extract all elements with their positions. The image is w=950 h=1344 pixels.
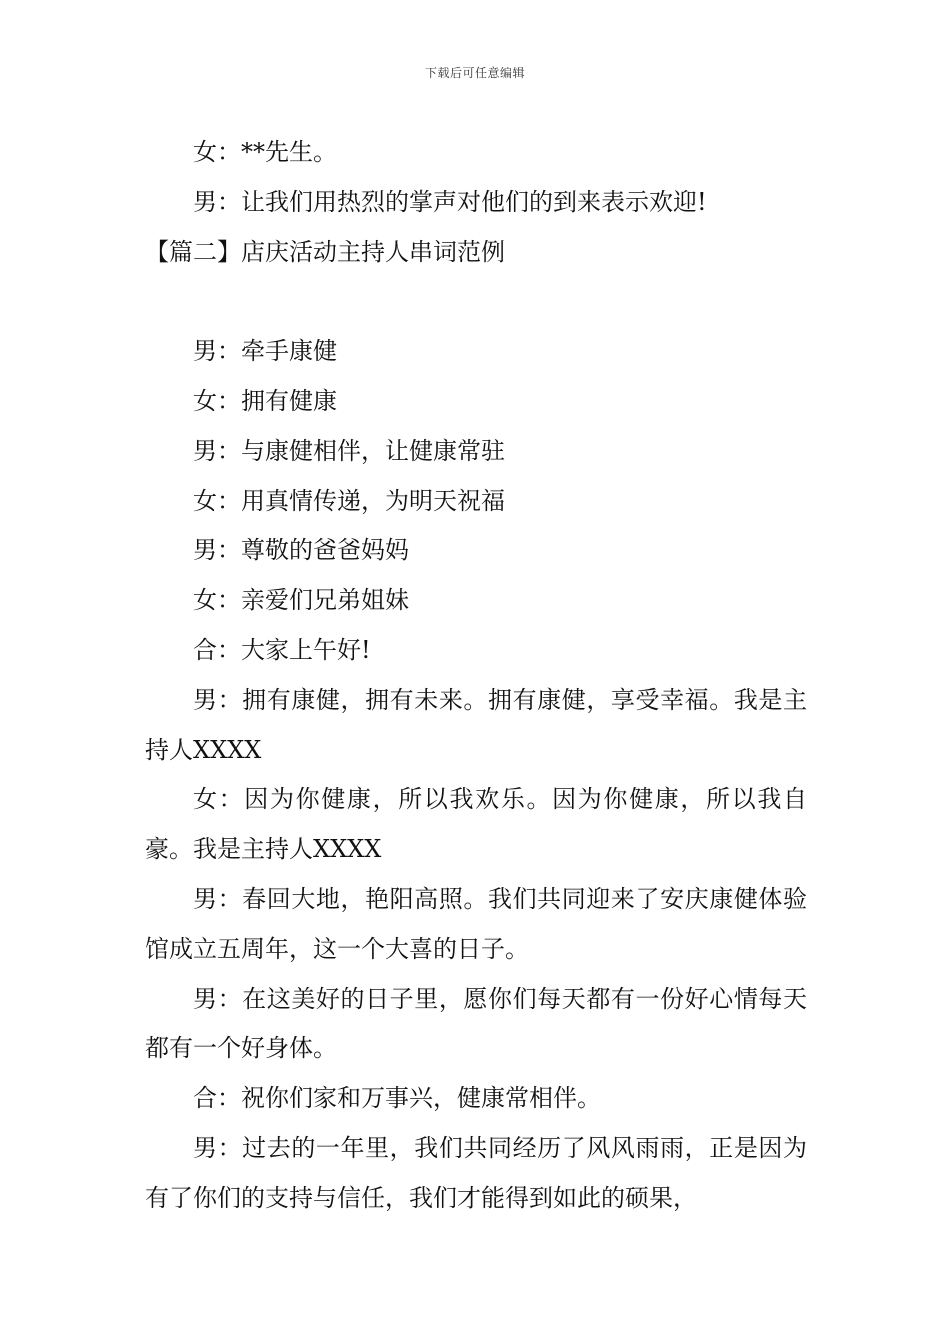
dialogue-line: 男：在这美好的日子里，愿你们每天都有一份好心情每天都有一个好身体。 xyxy=(145,984,807,1063)
dialogue-line: 男：过去的一年里，我们共同经历了风风雨雨，正是因为有了你们的支持与信任，我们才能得到如此的硕果， xyxy=(145,1133,807,1212)
dialogue-line: 女：拥有健康 xyxy=(193,386,337,415)
blank-line xyxy=(145,277,807,327)
dialogue-line: 合：祝你们家和万事兴，健康常相伴。 xyxy=(193,1084,601,1113)
dialogue-line: 女：用真情传递，为明天祝福 xyxy=(193,486,505,515)
page-header: 下载后可任意编辑 xyxy=(424,66,525,80)
dialogue-line: 男：牵手康健 xyxy=(193,337,337,366)
document-body xyxy=(145,128,807,1224)
dialogue-line: 男：尊敬的爸爸妈妈 xyxy=(193,536,409,565)
dialogue-line: 男：拥有康健，拥有未来。拥有康健，享受幸福。我是主持人XXXX xyxy=(145,685,807,764)
section-title: 【篇二】店庆活动主持人串词范例 xyxy=(145,237,505,266)
dialogue-line: 女：因为你健康，所以我欢乐。因为你健康，所以我自豪。我是主持人XXXX xyxy=(145,785,807,864)
dialogue-line: 女：**先生。 xyxy=(193,138,337,166)
dialogue-line: 合：大家上午好! xyxy=(193,635,371,664)
dialogue-line: 男：与康健相伴，让健康常驻 xyxy=(193,436,505,465)
dialogue-line: 女：亲爱们兄弟姐妹 xyxy=(193,586,409,615)
dialogue-line: 男：春回大地，艳阳高照。我们共同迎来了安庆康健体验馆成立五周年，这一个大喜的日子。 xyxy=(145,884,807,963)
dialogue-line: 男：让我们用热烈的掌声对他们的到来表示欢迎! xyxy=(193,187,707,216)
